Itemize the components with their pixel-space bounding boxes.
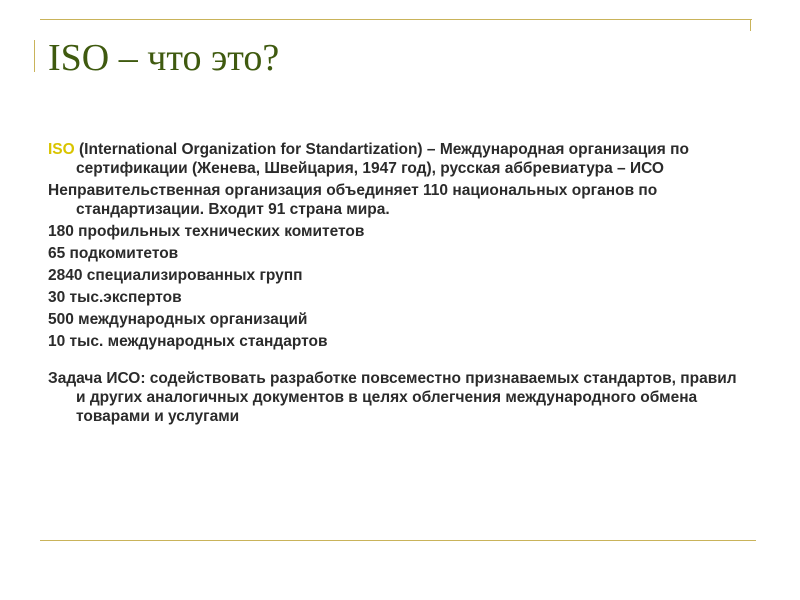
paragraph-subcommittees: 65 подкомитетов xyxy=(48,245,179,262)
paragraph-committees: 180 профильных технических комитетов xyxy=(48,223,365,240)
slide-title: ISO – что это? xyxy=(48,37,280,79)
bottom-rule xyxy=(40,540,756,541)
paragraph-standards: 10 тыс. международных стандартов xyxy=(48,333,328,350)
top-rule xyxy=(40,19,752,20)
paragraph-experts: 30 тыс.экспертов xyxy=(48,289,182,306)
paragraph-international-orgs: 500 международных организаций xyxy=(48,311,308,328)
left-rule-tick xyxy=(34,40,35,72)
slide-body xyxy=(48,140,748,429)
paragraph-iso-goal: Задача ИСО: содействовать разработке повсеместно признаваемых стандартов, правил и других аналогичных документов в целях облегчения международного обмена товарами и услугами xyxy=(48,370,737,425)
paragraph-groups: 2840 специализированных групп xyxy=(48,267,303,284)
paragraph-iso-definition xyxy=(48,140,748,178)
top-rule-tick xyxy=(750,19,751,31)
paragraph-organization: Неправительственная организация объединяет 110 национальных органов по стандартизации. Входит 91 страна мира. xyxy=(48,182,658,218)
iso-acronym-highlight: ISO xyxy=(48,141,75,158)
paragraph-text: (International Organization for Standartization) – Международная организация по сертификации (Женева, Швейцария, 1947 год), русская аббревиатура – ИСО xyxy=(74,141,689,177)
